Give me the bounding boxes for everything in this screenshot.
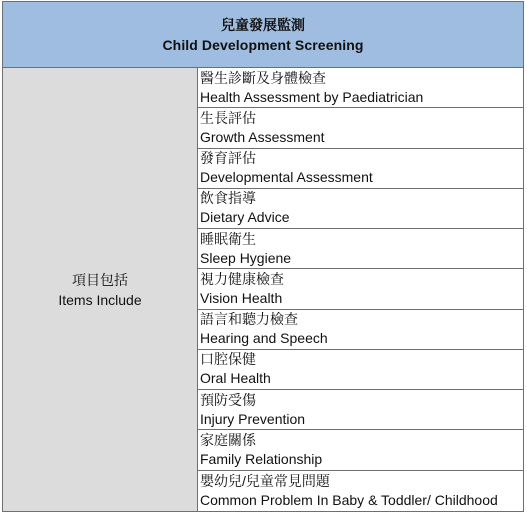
item-row-common-problems bbox=[198, 471, 523, 511]
item-label-chinese: 睡眠衛生 bbox=[200, 230, 256, 247]
item-row-sleep-hygiene bbox=[198, 229, 523, 269]
item-row-oral-health bbox=[198, 350, 523, 390]
items-column bbox=[198, 68, 523, 511]
item-label-chinese: 飲食指導 bbox=[200, 190, 256, 207]
item-label-chinese: 家庭關係 bbox=[200, 432, 256, 449]
item-label-chinese: 發育評估 bbox=[200, 150, 256, 167]
item-label-english: Sleep Hygiene bbox=[200, 249, 292, 266]
item-row-family-relationship bbox=[198, 430, 523, 470]
item-row-dietary-advice bbox=[198, 189, 523, 229]
item-row-hearing-and-speech bbox=[198, 310, 523, 350]
item-label-chinese: 嬰幼兒/兒童常見問題 bbox=[200, 472, 330, 489]
item-row-vision-health bbox=[198, 269, 523, 309]
item-row-health-assessment bbox=[198, 68, 523, 108]
item-label-english: Oral Health bbox=[200, 370, 271, 387]
screening-table bbox=[2, 1, 524, 512]
item-label-english: Injury Prevention bbox=[200, 410, 306, 427]
item-row-growth-assessment bbox=[198, 108, 523, 148]
item-label-chinese: 語言和聽力檢查 bbox=[200, 311, 298, 328]
table-body bbox=[3, 68, 523, 511]
item-label-english: Hearing and Speech bbox=[200, 330, 328, 347]
item-label-chinese: 醫生診斷及身體檢查 bbox=[200, 69, 326, 86]
table-header bbox=[3, 2, 523, 68]
item-row-developmental-assessment bbox=[198, 149, 523, 189]
item-label-chinese: 口腔保健 bbox=[200, 351, 256, 368]
item-label-chinese: 預防受傷 bbox=[200, 391, 256, 408]
category-label-english: Items Include bbox=[58, 291, 142, 308]
category-label-chinese: 項目包括 bbox=[72, 271, 128, 288]
item-label-english: Family Relationship bbox=[200, 451, 323, 468]
item-label-english: Common Problem In Baby & Toddler/ Childhood bbox=[200, 491, 498, 508]
item-label-english: Health Assessment by Paediatrician bbox=[200, 88, 424, 105]
item-row-injury-prevention bbox=[198, 390, 523, 430]
table-title-english: Child Development Screening bbox=[162, 36, 364, 53]
item-label-chinese: 生長評估 bbox=[200, 109, 256, 126]
item-label-english: Vision Health bbox=[200, 289, 283, 306]
item-label-english: Growth Assessment bbox=[200, 128, 325, 145]
category-cell bbox=[3, 68, 198, 511]
table-title-chinese: 兒童發展監測 bbox=[221, 16, 305, 33]
item-label-english: Dietary Advice bbox=[200, 209, 290, 226]
item-label-english: Developmental Assessment bbox=[200, 169, 373, 186]
item-label-chinese: 視力健康檢查 bbox=[200, 270, 284, 287]
